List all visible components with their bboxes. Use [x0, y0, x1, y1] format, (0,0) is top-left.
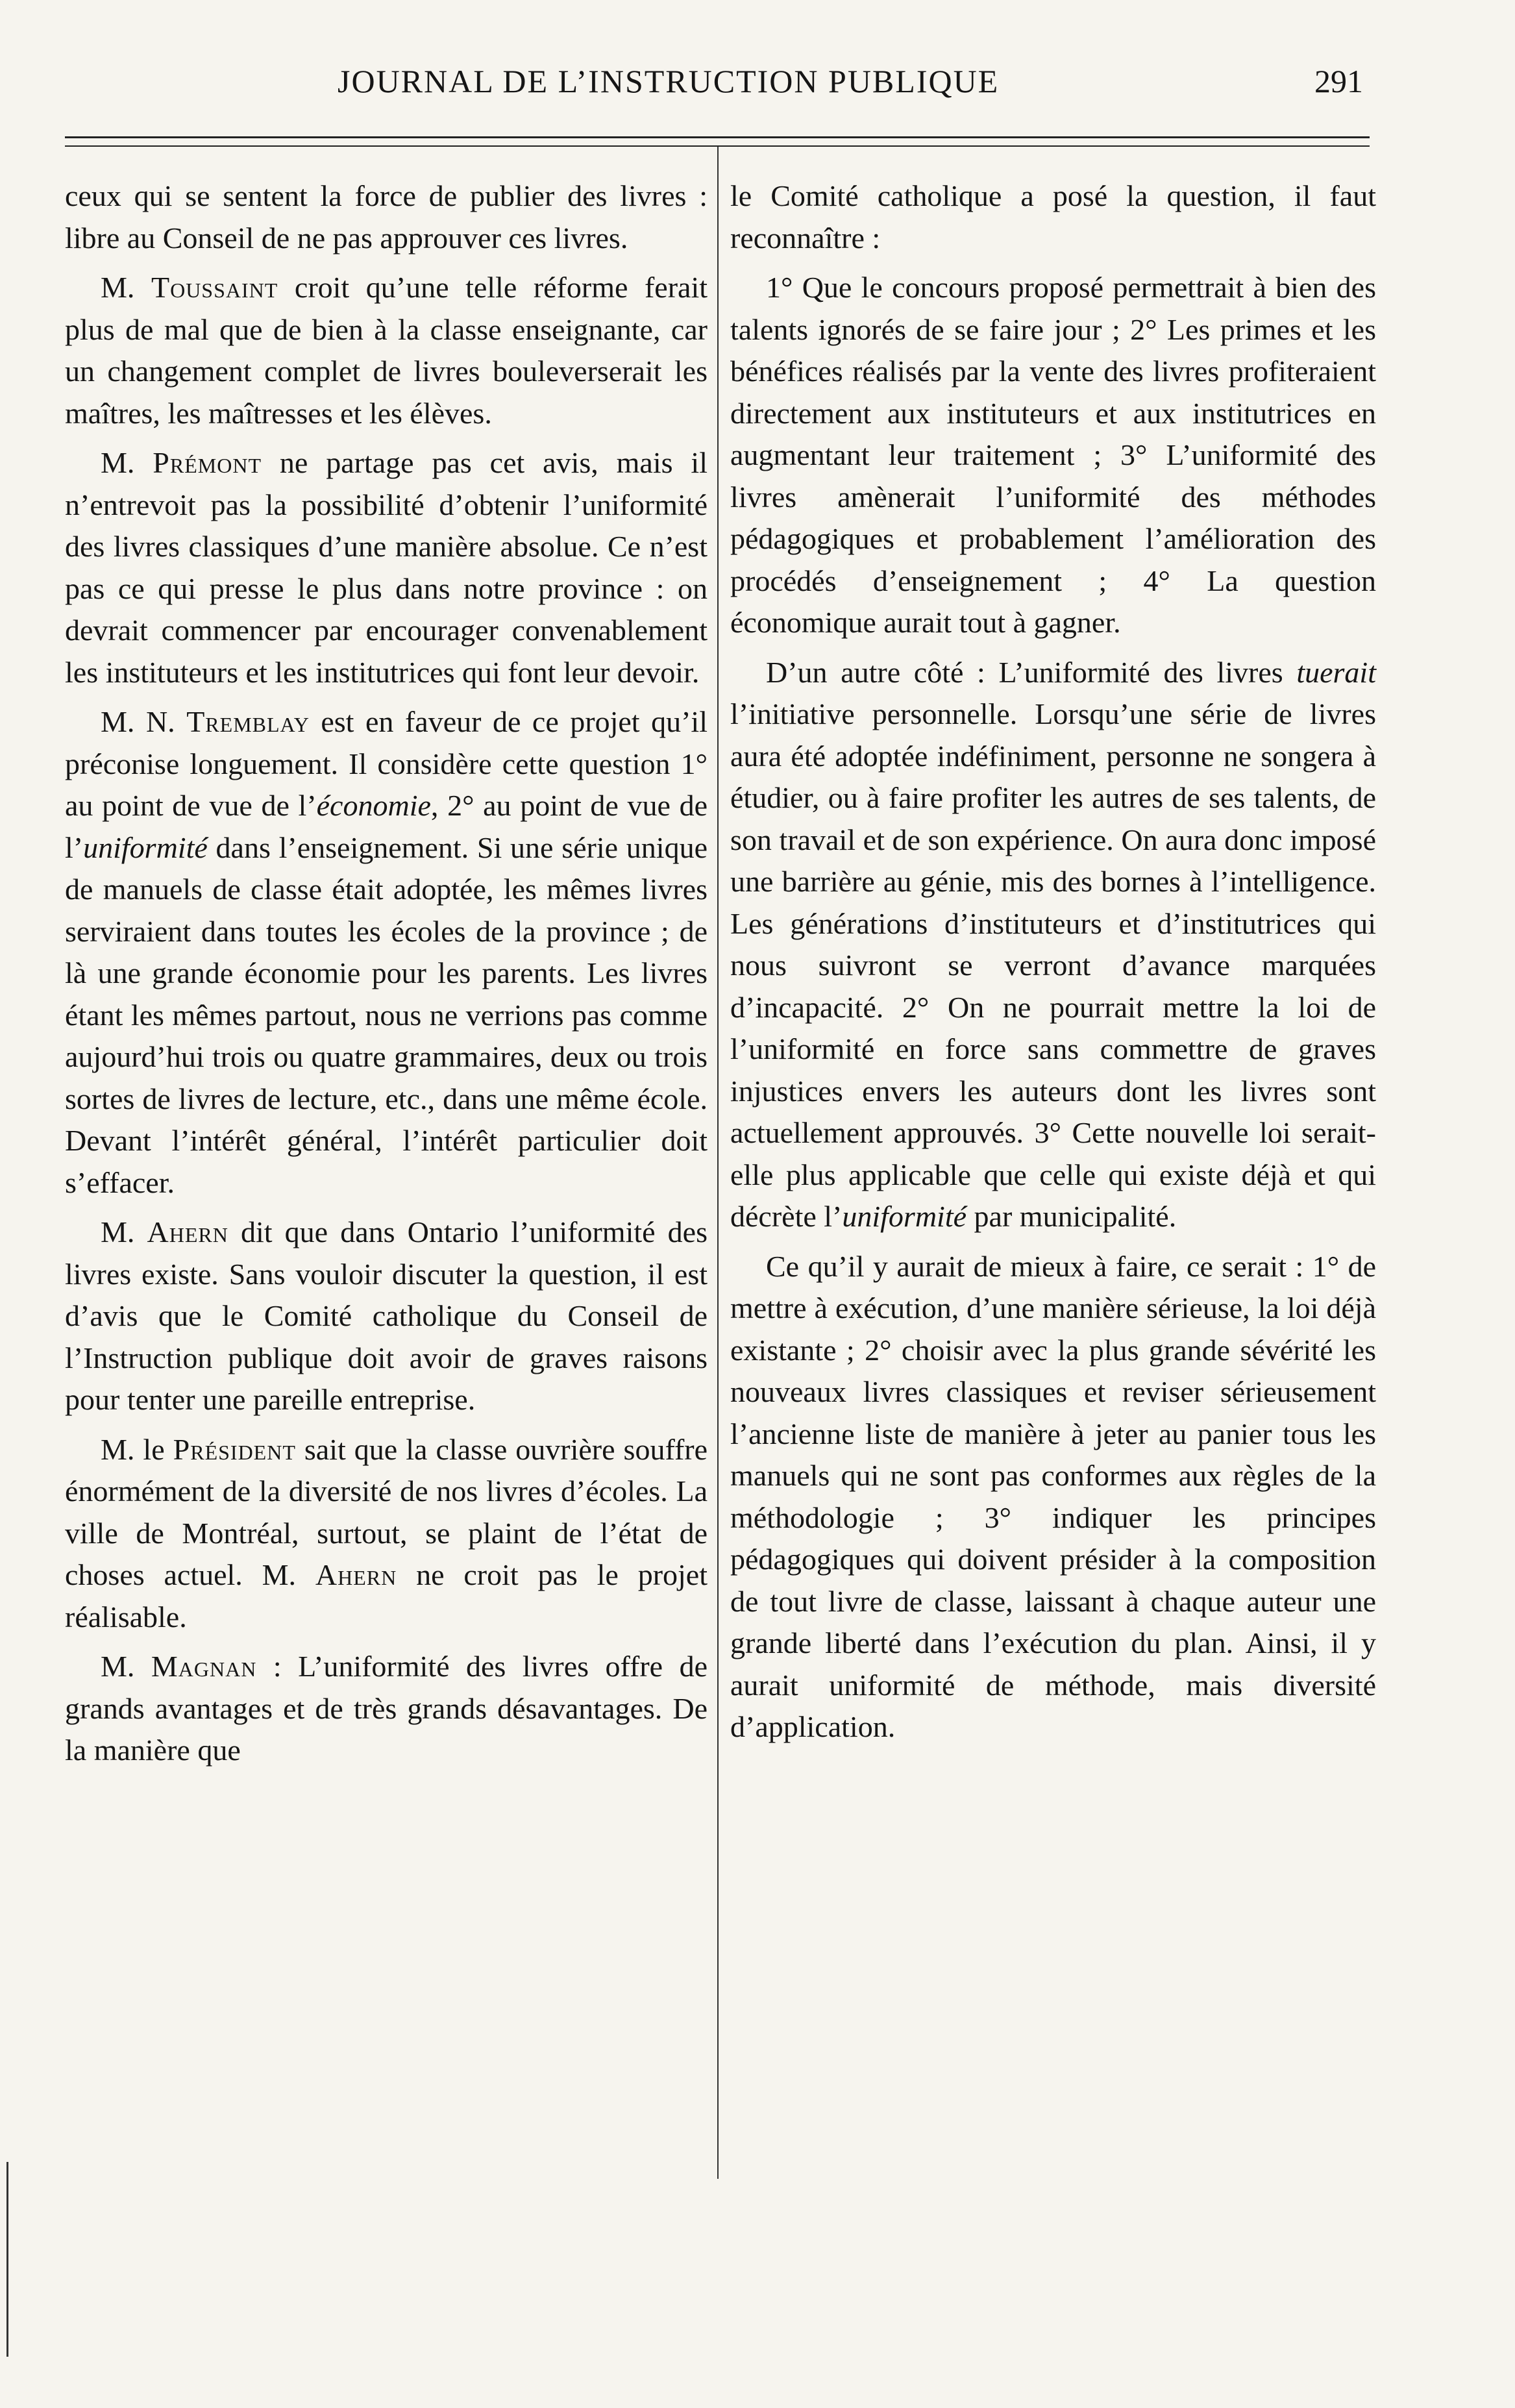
paragraph: 1° Que le concours proposé permettrait à bien des talents ignorés de se faire jour ; 2° Les primes et les bénéfices réalisés par la vente des livres profiteraient directement aux instituteurs et aux institutrices en augmentant leur traitement ; 3° L’uniformité des livres amènerait l’uniformité des méthodes pédagogiques et probablement l’amélioration des procédés d’enseignement ; 4° La question économique aurait tout à gagner.: [730, 271, 1376, 639]
header-rule-top: [65, 136, 1370, 138]
paragraph: M. Prémont ne partage pas cet avis, mais il n’entrevoit pas la possibilité d’obtenir l’uniformité des livres classiques d’une manière absolue. Ce n’est pas ce qui presse le plus dans notre province : on devrait commencer par encourager convenablement les instituteurs et les institutrices qui font leur devoir.: [65, 446, 708, 689]
emphasis: uniformité: [83, 830, 208, 864]
left-column: [65, 175, 708, 1780]
column-divider: [717, 147, 719, 2179]
paragraph: M. Toussaint croit qu’une telle réforme ferait plus de mal que de bien à la classe enseignante, car un changement complet de livres bouleverserait les maîtres, les maîtresses et les élèves.: [65, 271, 708, 430]
paragraph: M. N. Tremblay est en faveur de ce projet qu’il préconise longuement. Il considère cette question 1° au point de vue de l’économie, 2° au point de vue de l’uniformité dans l’enseignement. Si une série unique de manuels de classe était adoptée, les mêmes livres serviraient dans toutes les écoles de la province ; de là une grande économie pour les parents. Les livres étant les mêmes partout, nous ne verrions pas comme aujourd’hui trois ou quatre grammaires, deux ou trois sortes de livres de lecture, etc., dans une même école. Devant l’intérêt général, l’intérêt particulier doit s’effacer.: [65, 705, 708, 1199]
right-column: [730, 175, 1376, 1756]
speaker-name: Toussaint: [151, 271, 278, 304]
speaker-name: Ahern: [315, 1558, 397, 1591]
paragraph: M. Magnan : L’uniformité des livres offre de grands avantages et de très grands désavantages. De la manière que: [65, 1650, 708, 1767]
speaker-name: Magnan: [151, 1650, 257, 1683]
paragraph: ceux qui se sentent la force de publier des livres : libre au Conseil de ne pas approuver ces livres.: [65, 179, 708, 254]
emphasis: uniformité: [842, 1200, 967, 1233]
speaker-name: Prémont: [153, 446, 262, 479]
page-number: 291: [1314, 63, 1363, 99]
margin-mark: [6, 2162, 8, 2357]
paragraph: D’un autre côté : L’uniformité des livres tuerait l’initiative personnelle. Lorsqu’une série de livres aura été adoptée indéfiniment, personne ne songera à étudier, ou à faire profiter les autres de ses talents, de son travail et de son expérience. On aura donc imposé une barrière au génie, mis des bornes à l’intelligence. Les générations d’instituteurs et d’institutrices qui nous suivront se verront d’avance marquées d’incapacité. 2° On ne pourrait mettre la loi de l’uniformité en force sans commettre de graves injustices envers les auteurs dont les livres sont actuellement approuvés. 3° Cette nouvelle loi serait-elle plus applicable que celle qui existe déjà et qui décrète l’uniformité par municipalité.: [730, 655, 1376, 1233]
emphasis: tuerait: [1296, 655, 1376, 689]
paragraph: le Comité catholique a posé la question, il faut reconnaître :: [730, 179, 1376, 254]
speaker-name: Président: [173, 1432, 296, 1466]
speaker-name: Ahern: [147, 1215, 228, 1248]
running-header: [65, 60, 1370, 118]
paragraph: Ce qu’il y aurait de mieux à faire, ce serait : 1° de mettre à exécution, d’une manière sérieuse, la loi déjà existante ; 2° choisir avec la plus grande sévérité les nouveaux livres classiques et reviser sérieusement l’ancienne liste de manière à jeter au panier tous les manuels qui ne sont pas conformes aux règles de la méthodologie ; 3° indiquer les principes pédagogiques qui doivent présider à la composition de tout livre de classe, laissant à chaque auteur une grande liberté dans l’exécution du plan. Ainsi, il y aurait uniformité de méthode, mais diversité d’application.: [730, 1249, 1376, 1743]
speaker-name: Tremblay: [186, 705, 310, 738]
paragraph: M. le Président sait que la classe ouvrière souffre énormément de la diversité de nos livres d’écoles. La ville de Montréal, surtout, se plaint de l’état de choses actuel. M. Ahern ne croit pas le projet réalisable.: [65, 1432, 708, 1633]
paragraph: M. Ahern dit que dans Ontario l’uniformité des livres existe. Sans vouloir discuter la question, il est d’avis que le Comité catholique du Conseil de l’Instruction publique doit avoir de graves raisons pour tenter une pareille entreprise.: [65, 1215, 708, 1416]
emphasis: économie: [316, 789, 431, 822]
running-title: JOURNAL DE L’INSTRUCTION PUBLIQUE: [338, 63, 1000, 99]
